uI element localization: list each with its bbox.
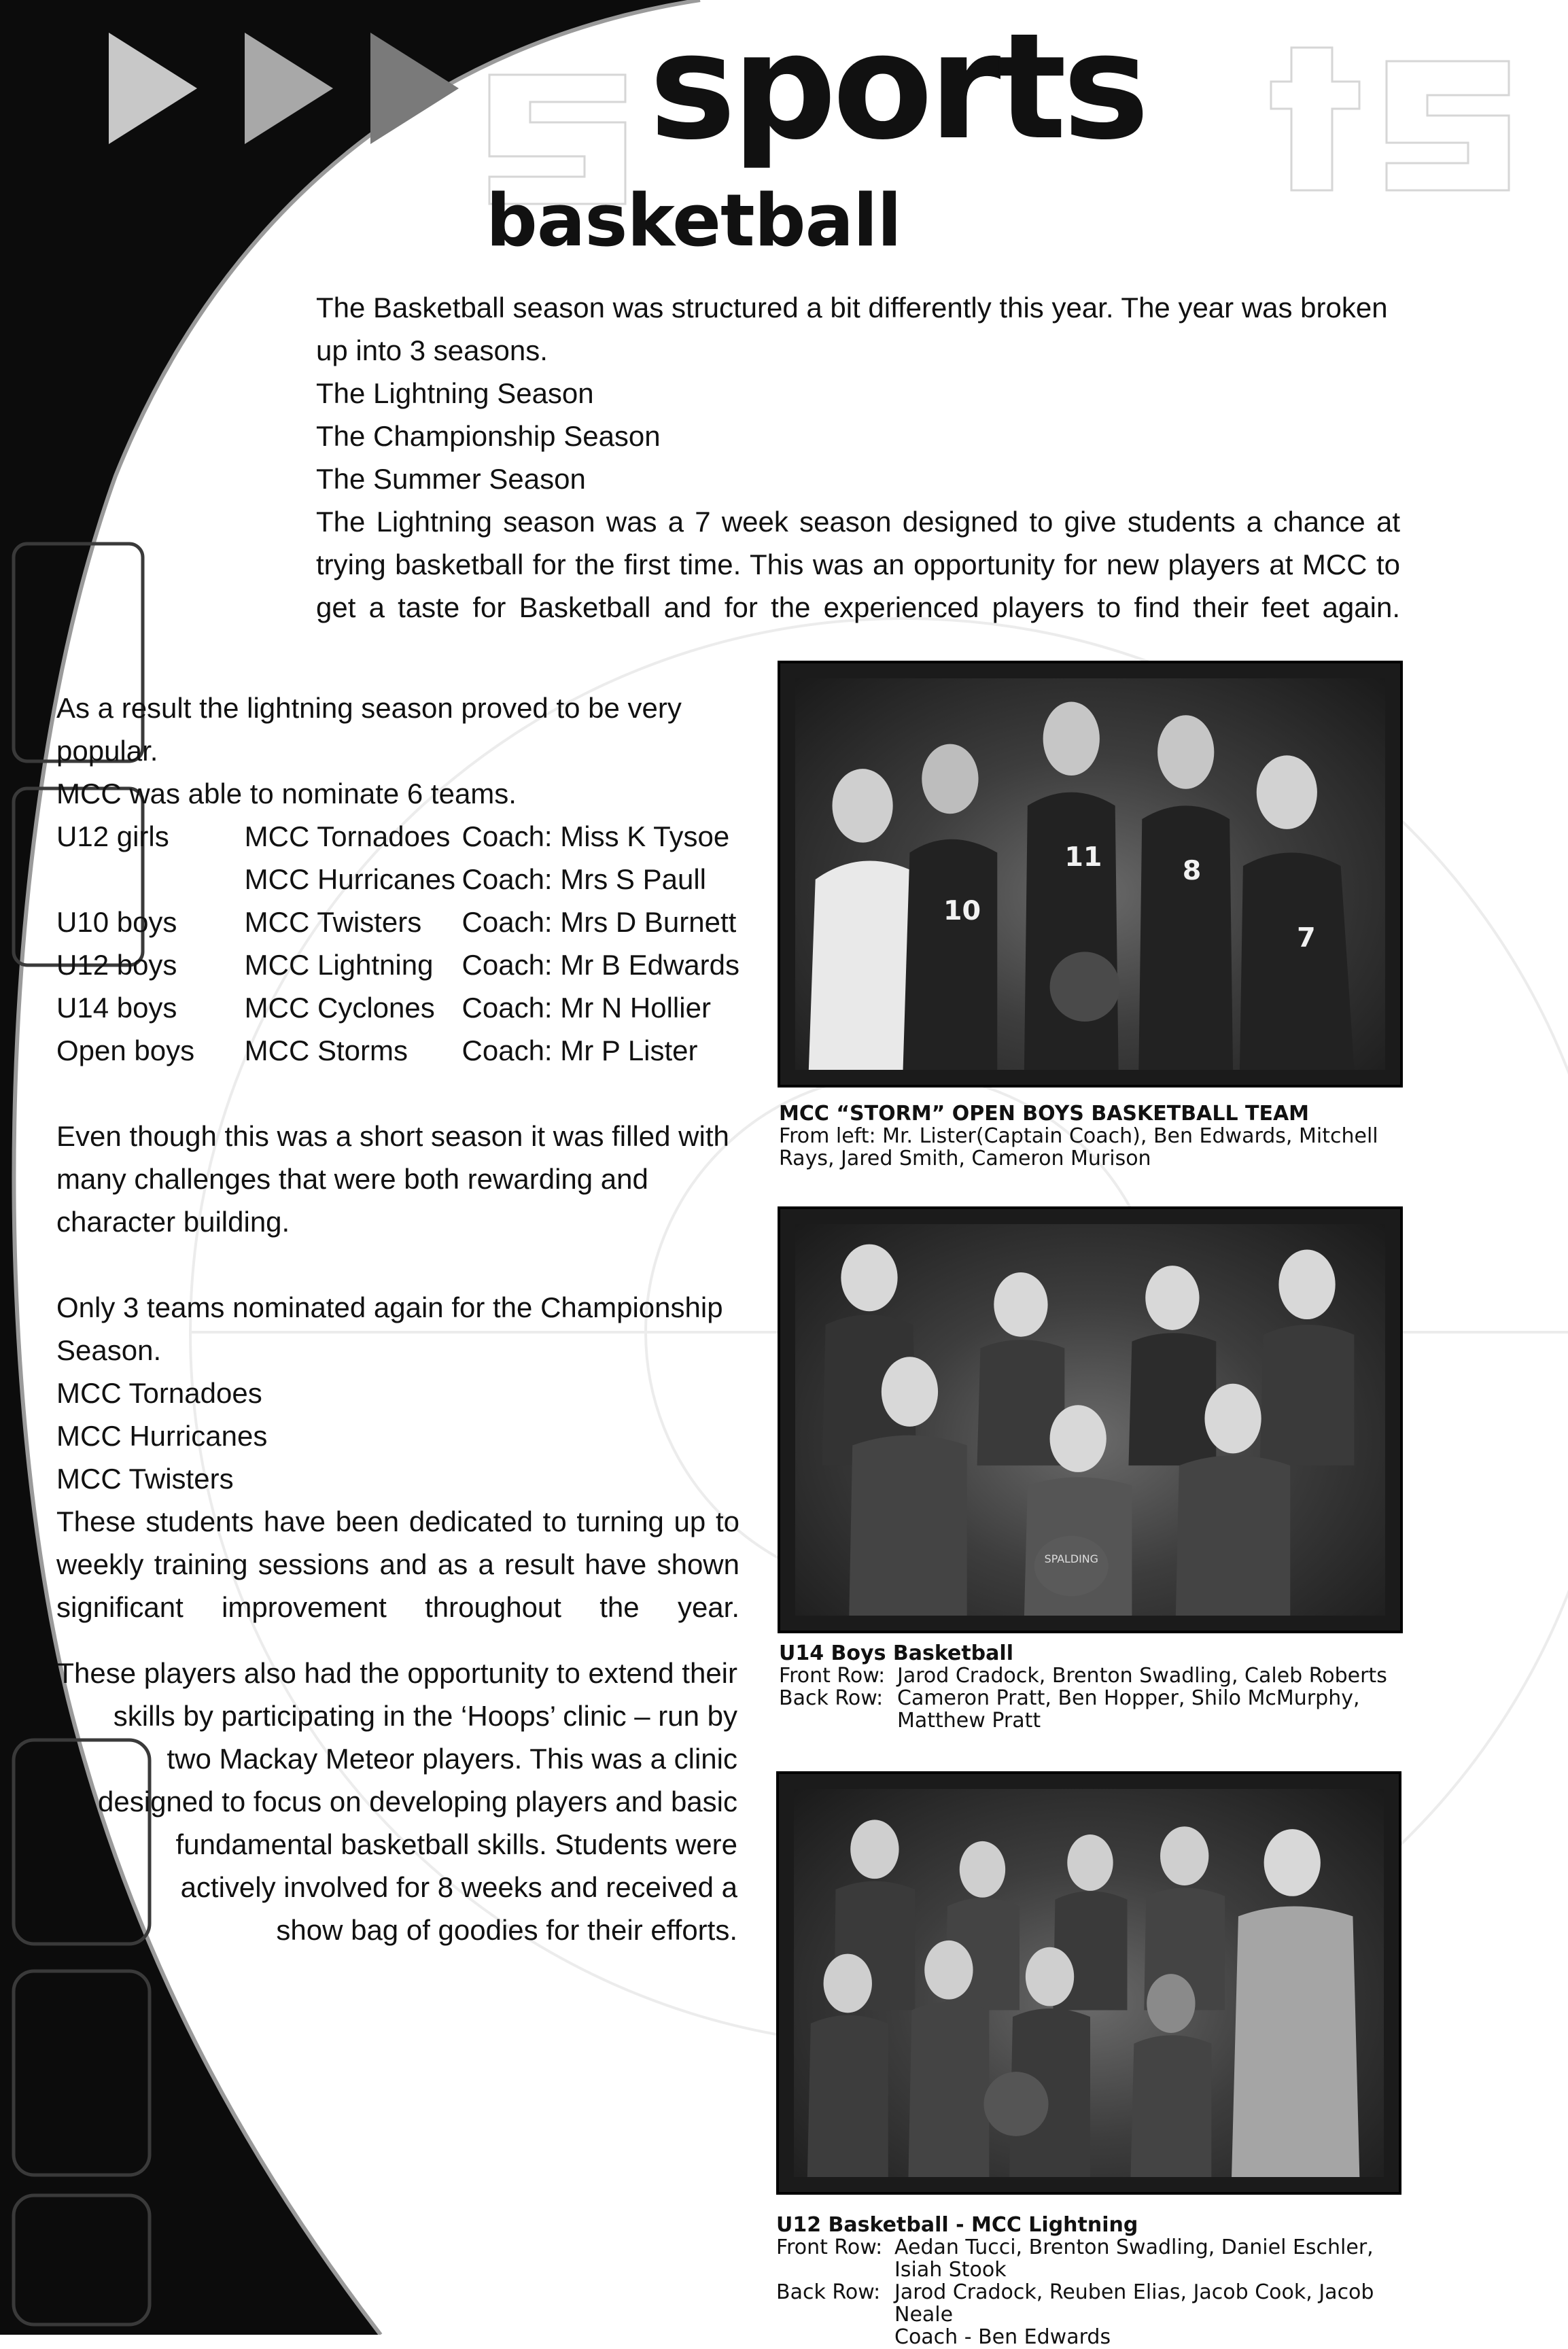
coach-cell: Coach: Mrs S Paull (461, 863, 706, 895)
table-row (56, 901, 739, 943)
photo-area (795, 678, 1385, 1070)
division-cell: U10 boys (56, 906, 177, 938)
jersey-number: 10 (943, 895, 981, 927)
hoops-line: skills by participating in the ‘Hoops’ clinic – run by (113, 1700, 737, 1732)
division-cell: U14 boys (56, 992, 177, 1024)
team-photo-storm (778, 661, 1403, 1088)
section-title: basketball (486, 179, 901, 262)
row-label: Back Row: (776, 2280, 881, 2304)
ball-text: SPALDING (1044, 1552, 1098, 1566)
jersey-number: 11 (1064, 841, 1102, 873)
caption-row (779, 1665, 1404, 1687)
caption-line: Rays, Jared Smith, Cameron Murison (779, 1147, 1151, 1170)
team-cell: MCC Cyclones (244, 992, 435, 1024)
names-line: Cameron Pratt, Ben Hopper, Shilo McMurphy, (897, 1686, 1360, 1710)
championship-team-1: MCC Tornadoes (56, 1377, 262, 1409)
table-row (56, 1029, 739, 1072)
team-cell: MCC Twisters (244, 906, 422, 938)
team-figures (795, 1224, 1385, 1616)
intro-paragraph-2: The Lightning season was a 7 week season designed to give students a chance at trying basketball for the first time. This was an opportunity for new players at MCC to get a taste for Basketball and for the experienced players to find their feet again. (316, 506, 1400, 623)
table-row (56, 943, 739, 986)
team-photo-u14 (778, 1206, 1403, 1633)
caption-row (776, 2281, 1429, 2348)
team-figures (795, 678, 1385, 1070)
hoops-clinic-paragraph (54, 1652, 737, 1951)
division-cell: U12 boys (56, 949, 177, 981)
table-row (56, 858, 739, 901)
championship-team-3: MCC Twisters (56, 1463, 234, 1495)
names-line: Jarod Cradock, Reuben Elias, Jacob Cook, Jacob Neale (894, 2280, 1374, 2327)
hoops-line: two Mackay Meteor players. This was a clinic (167, 1743, 737, 1775)
championship-team-2: MCC Hurricanes (56, 1420, 268, 1452)
jersey-number: 8 (1182, 854, 1202, 886)
caption-line: From left: Mr. Lister(Captain Coach), Ben Edwards, Mitchell (779, 1124, 1378, 1148)
hoops-line: These players also had the opportunity to extend their (56, 1657, 737, 1689)
division-cell: U12 girls (56, 820, 169, 852)
caption-title: U14 Boys Basketball (779, 1641, 1013, 1665)
coach-cell: Coach: Mr N Hollier (461, 992, 711, 1024)
row-label: Back Row: (779, 1686, 884, 1710)
photo-caption-u12 (776, 2214, 1429, 2348)
hoops-line: show bag of goodies for their efforts. (276, 1914, 737, 1946)
hoops-line: actively involved for 8 weeks and received a (180, 1871, 737, 1903)
row-names (897, 1687, 1360, 1732)
intro-text (316, 286, 1400, 629)
table-row (56, 986, 739, 1029)
caption-title: MCC “STORM” OPEN BOYS BASKETBALL TEAM (779, 1102, 1310, 1126)
lightning-season-text (56, 686, 739, 1629)
intro-paragraph-1: The Basketball season was structured a bit differently this year. The year was broken up into 3 seasons. (316, 292, 1388, 366)
photo-caption-storm (779, 1102, 1404, 1170)
coach-cell: Coach: Miss K Tysoe (461, 820, 730, 852)
row-names (897, 1665, 1387, 1687)
intro-season-1: The Lightning Season (316, 377, 594, 409)
row-label: Front Row: (779, 1664, 886, 1688)
coach-cell: Coach: Mr B Edwards (461, 949, 739, 981)
caption-row (776, 2236, 1429, 2281)
intro-season-3: The Summer Season (316, 463, 586, 495)
team-cell: MCC Tornadoes (244, 820, 451, 852)
team-figures (794, 1789, 1384, 2177)
hoops-line: designed to focus on developing players and basic (98, 1786, 737, 1817)
photo-area (795, 1224, 1385, 1616)
page-title: sports (649, 1, 1146, 172)
hoops-line: fundamental basketball skills. Students were (175, 1828, 737, 1860)
coach-cell: Coach: Mr P Lister (461, 1034, 698, 1066)
jersey-number: 7 (1297, 922, 1316, 954)
dedication-paragraph: These students have been dedicated to turning up to weekly training sessions and as a result have shown significant improvement throughout the year. (56, 1506, 739, 1623)
names-line: Aedan Tucci, Brenton Swadling, Daniel Eschler, (894, 2235, 1374, 2259)
names-line: Isiah Stook (894, 2258, 1007, 2282)
lightning-nominate: MCC was able to nominate 6 teams. (56, 778, 517, 810)
row-label: Front Row: (776, 2235, 883, 2259)
lightning-result: As a result the lightning season proved to be very popular. (56, 692, 682, 767)
division-cell: Open boys (56, 1034, 195, 1066)
teams-table (56, 815, 739, 1072)
short-season-paragraph: Even though this was a short season it was filled with many challenges that were both rewarding and character building. (56, 1120, 729, 1238)
team-cell: MCC Lightning (244, 949, 434, 981)
names-line: Jarod Cradock, Brenton Swadling, Caleb Roberts (897, 1664, 1387, 1688)
names-line: Coach - Ben Edwards (894, 2325, 1111, 2349)
team-cell: MCC Storms (244, 1034, 408, 1066)
division-cell (56, 858, 245, 901)
names-line: Matthew Pratt (897, 1709, 1041, 1733)
intro-season-2: The Championship Season (316, 420, 661, 452)
photo-caption-u14 (779, 1642, 1404, 1732)
team-cell: MCC Hurricanes (244, 863, 456, 895)
caption-row (779, 1687, 1404, 1732)
caption-title: U12 Basketball - MCC Lightning (776, 2213, 1138, 2237)
table-row (56, 815, 739, 858)
championship-intro: Only 3 teams nominated again for the Championship Season. (56, 1291, 723, 1366)
row-names (894, 2236, 1374, 2281)
photo-area (794, 1789, 1384, 2177)
coach-cell: Coach: Mrs D Burnett (461, 906, 737, 938)
team-photo-u12 (776, 1771, 1401, 2195)
row-names (894, 2281, 1429, 2348)
